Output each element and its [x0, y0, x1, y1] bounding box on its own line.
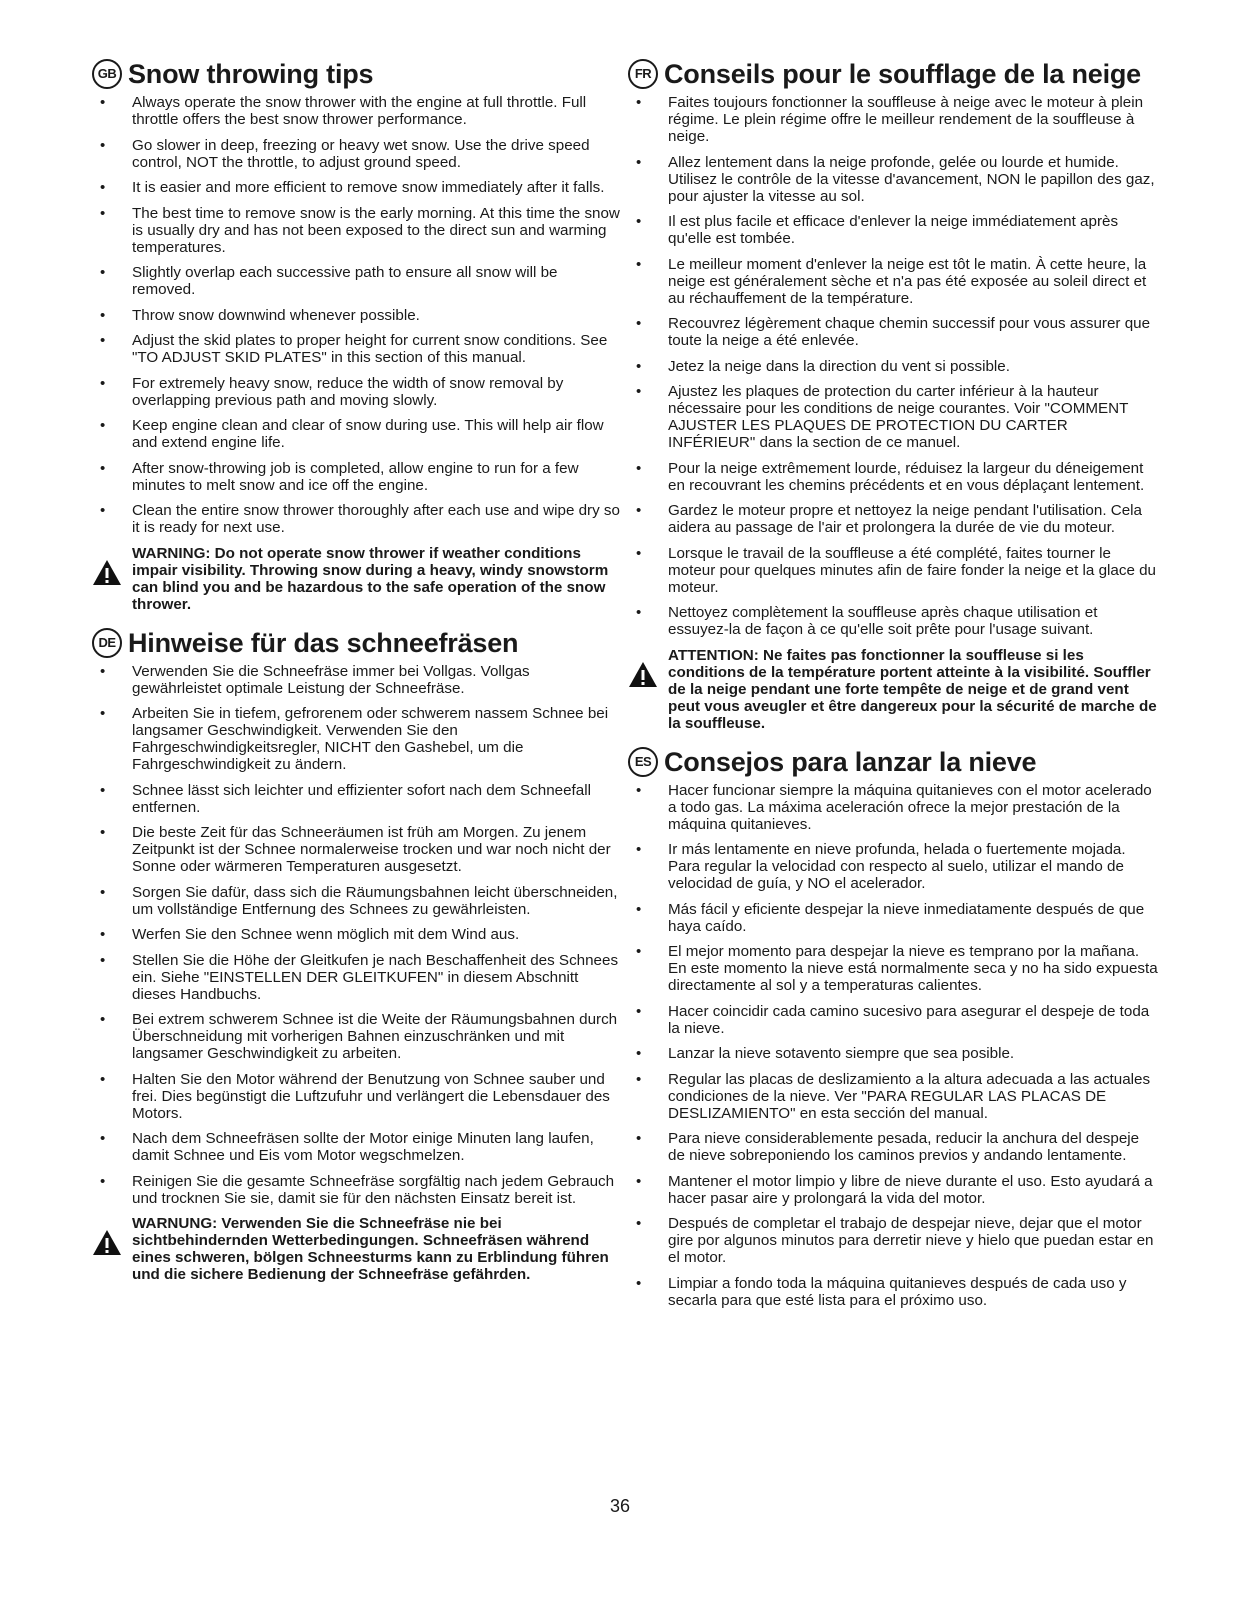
list-item: • Ir más lentamente en nieve profunda, helada o fuertemente mojada. Para regular la velocidad con respecto al suelo, utilizar el mando de velocidad de guía, y NO el acelerador.	[636, 841, 1126, 892]
list-item: • Keep engine clean and clear of snow during use. This will help air flow and extend engine life.	[100, 417, 604, 451]
list-item: • Mantener el motor limpio y libre de nieve durante el uso. Esto ayudará a hacer pasar aire y prolongará la vida del motor.	[636, 1172, 1153, 1207]
list-item: • Reinigen Sie die gesamte Schneefräse sorgfältig nach jedem Gebrauch und trocknen Sie sie, damit sie für den nächsten Einsatz bereit ist.	[100, 1172, 615, 1207]
list-item: • Después de completar el trabajo de despejar nieve, dejar que el motor gire por algunos minutos para derretir nieve y hielo que puedan estar en el motor.	[636, 1215, 1154, 1266]
list-item: • Arbeiten Sie in tiefem, gefrorenem oder schwerem nassem Schnee bei langsamer Geschwindigkeit. Verwenden Sie den Fahrgeschwindigkeitsregler, NICHT den Gashebel, um die Fahrgeschwindigkeit zu ändern.	[100, 705, 609, 773]
list-item: • The best time to remove snow is the early morning. At this time the snow is usually dry and has not been exposed to the direct sun and warming temperatures.	[100, 204, 620, 256]
list-item: • Bei extrem schwerem Schnee ist die Weite der Räumungsbahnen durch Überschneidung mit vorherigen Bahnen einzuschränken und mit langsamer Geschwindigkeit zu arbeiten.	[100, 1011, 618, 1062]
section-title-gb: Snow throwing tips	[128, 59, 374, 89]
list-item: • Limpiar a fondo toda la máquina quitanieves después de cada uso y secarla para que esté lista para el próximo uso.	[636, 1274, 1127, 1309]
warning-block-fr	[628, 647, 1158, 732]
section-title-de: Hinweise für das schneefräsen	[128, 627, 519, 658]
section-heading-de	[92, 627, 622, 659]
left-column	[92, 58, 622, 1297]
list-item: • Adjust the skid plates to proper height for current snow conditions. See "TO ADJUST SKID PLATES" in this section of this manual.	[100, 332, 608, 366]
list-item: • After snow-throwing job is completed, allow engine to run for a few minutes to melt snow and ice off the engine.	[100, 459, 579, 494]
warning-block-de	[92, 1215, 622, 1283]
list-item: • Halten Sie den Motor während der Benutzung von Schnee sauber und frei. Dies begünstigt die Luftzufuhr und verlängert die Lebensdauer des Motors.	[100, 1070, 610, 1122]
list-item: • Il est plus facile et efficace d'enlever la neige immédiatement après qu'elle est tombée.	[636, 213, 1119, 247]
list-item: • Werfen Sie den Schnee wenn möglich mit dem Wind aus.	[100, 926, 520, 943]
list-item: • Sorgen Sie dafür, dass sich die Räumungsbahnen leicht überschneiden, um vollständige Entfernung des Schnees zu gewährleisten.	[100, 883, 618, 918]
list-item: • Para nieve considerablemente pesada, reducir la anchura del despeje de nieve sobreponiendo los caminos previos y andando lentamente.	[636, 1130, 1140, 1164]
list-item: • Jetez la neige dans la direction du vent si possible.	[636, 357, 1010, 375]
section-de	[92, 627, 622, 1284]
page-number: 36	[609, 1496, 631, 1516]
list-item: • Allez lentement dans la neige profonde, gelée ou lourde et humide. Utilisez le contrôle de la vitesse d'avancement, NON le papillon des gaz, pour ajuster la vitesse au sol.	[636, 153, 1155, 205]
list-item: • Más fácil y eficiente despejar la nieve inmediatamente después de que haya caído.	[636, 900, 1145, 935]
list-item: • Throw snow downwind whenever possible.	[100, 306, 420, 324]
warning-text-gb: WARNING: Do not operate snow thrower if weather conditions impair visibility. Throwing snow during a heavy, windy snowstorm can blind you and be hazardous to the safe operation of the snow thrower.	[132, 544, 609, 613]
list-item: • Lanzar la nieve sotavento siempre que sea posible.	[636, 1045, 1015, 1062]
list-item: • Always operate the snow thrower with the engine at full throttle. Full throttle offers the best snow thrower performance.	[100, 94, 587, 128]
tips-list-es	[628, 782, 1158, 1309]
section-heading-gb	[92, 58, 622, 90]
list-item: • Schnee lässt sich leichter und effizienter sofort nach dem Schneefall entfernen.	[100, 781, 591, 816]
list-item: • Nettoyez complètement la souffleuse après chaque utilisation et essuyez-la de façon à ce qu'elle soit prête pour l'usage suivant.	[636, 604, 1098, 638]
list-item: • Nach dem Schneefräsen sollte der Motor einige Minuten lang laufen, damit Schnee und Eis vom Motor wegschmelzen.	[100, 1130, 594, 1164]
list-item: • Clean the entire snow thrower thoroughly after each use and wipe dry so it is ready for next use.	[100, 502, 620, 536]
language-badge-de: DE	[92, 628, 122, 658]
list-item: • For extremely heavy snow, reduce the width of snow removal by overlapping previous path and moving slowly.	[100, 374, 564, 409]
tips-list-gb	[92, 94, 622, 536]
list-item: • Hacer coincidir cada camino sucesivo para asegurar el despeje de toda la nieve.	[636, 1002, 1150, 1037]
list-item: • Recouvrez légèrement chaque chemin successif pour vous assurer que toute la neige a été enlevée.	[636, 315, 1151, 349]
list-item: • Slightly overlap each successive path to ensure all snow will be removed.	[100, 264, 558, 298]
list-item: • Regular las placas de deslizamiento a la altura adecuada a las actuales condiciones de la nieve. Ver "PARA REGULAR LAS PLACAS DE DESLIZAMIENTO" en esta sección del manual.	[636, 1070, 1151, 1122]
tips-list-de	[92, 663, 622, 1207]
list-item: • Verwenden Sie die Schneefräse immer bei Vollgas. Vollgas gewährleistet optimale Leistung der Schneefräse.	[100, 662, 530, 697]
section-title-es: Consejos para lanzar la nieve	[664, 746, 1037, 777]
warning-block-gb	[92, 545, 622, 613]
section-heading-es	[628, 746, 1158, 778]
warning-triangle-icon	[628, 661, 658, 688]
list-item: • El mejor momento para despejar la nieve es temprano por la mañana. En este momento la nieve está normalmente seca y no ha sido expuesta directamente al sol y a temperaturas calientes.	[636, 943, 1158, 994]
list-item: • Pour la neige extrêmement lourde, réduisez la largeur du déneigement en recouvrant les chemins précédents et en vous déplaçant lentement.	[636, 459, 1145, 494]
warning-text-de: WARNUNG: Verwenden Sie die Schneefräse nie bei sichtbehindernden Wetterbedingungen. Schneefräsen während eines schweren, bölgen Schneesturms kann zu Erblindung führen und die sichere Bedienung der Schneefräse gefährden.	[132, 1215, 609, 1283]
list-item: • It is easier and more efficient to remove snow immediately after it falls.	[100, 179, 605, 196]
list-item: • Go slower in deep, freezing or heavy wet snow. Use the drive speed control, NOT the throttle, to adjust ground speed.	[100, 136, 590, 171]
list-item: • Faites toujours fonctionner la souffleuse à neige avec le moteur à plein régime. Le plein régime offre le meilleur rendement de la souffleuse à neige.	[636, 94, 1144, 145]
list-item: • Stellen Sie die Höhe der Gleitkufen je nach Beschaffenheit des Schnees ein. Siehe "EINSTELLEN DER GLEITKUFEN" in diesem Abschnitt dieses Handbuchs.	[100, 951, 619, 1003]
section-fr	[628, 58, 1158, 732]
section-title-fr: Conseils pour le soufflage de la neige	[664, 59, 1142, 89]
language-badge-gb: GB	[92, 59, 122, 89]
section-gb	[92, 58, 622, 613]
warning-triangle-icon	[92, 559, 122, 586]
list-item: • Hacer funcionar siempre la máquina quitanieves con el motor acelerado a todo gas. La máxima aceleración ofrece la mejor prestación de la máquina quitanieves.	[636, 781, 1152, 833]
list-item: • Lorsque le travail de la souffleuse a été complété, faites tourner le moteur pour quelques minutes afin de faire fonder la neige et la glace du moteur.	[636, 544, 1157, 596]
language-badge-es: ES	[628, 747, 658, 777]
language-badge-fr: FR	[628, 59, 658, 89]
list-item: • Gardez le moteur propre et nettoyez la neige pendant l'utilisation. Cela aidera au passage de l'air et prolongera la durée de vie du moteur.	[636, 502, 1142, 536]
section-es	[628, 746, 1158, 1309]
list-item: • Die beste Zeit für das Schneeräumen ist früh am Morgen. Zu jenem Zeitpunkt ist der Schnee normalerweise trocken und war noch nicht der Sonne oder wärmeren Temperaturen ausgesetzt.	[100, 824, 611, 875]
right-column	[628, 58, 1158, 1323]
list-item: • Ajustez les plaques de protection du carter inférieur à la hauteur nécessaire pour les conditions de neige courantes. Voir "COMMENT AJUSTER LES PLAQUES DE PROTECTION DU CARTER INFÉRIEUR" dans la section de ce manuel.	[636, 383, 1129, 451]
section-heading-fr	[628, 58, 1158, 90]
warning-text-fr: ATTENTION: Ne faites pas fonctionner la souffleuse si les conditions de la température portent atteinte à la visibilité. Souffler de la neige pendant une forte tempête de neige et de grand vent peut vous aveugler et être dangereux pour la sécurité de marche de la souffleuse.	[668, 646, 1157, 732]
warning-triangle-icon	[92, 1229, 122, 1256]
tips-list-fr	[628, 94, 1158, 638]
list-item: • Le meilleur moment d'enlever la neige est tôt le matin. À cette heure, la neige est généralement sèche et n'a pas été exposée au soleil direct et au réchauffement de la température.	[636, 255, 1147, 307]
